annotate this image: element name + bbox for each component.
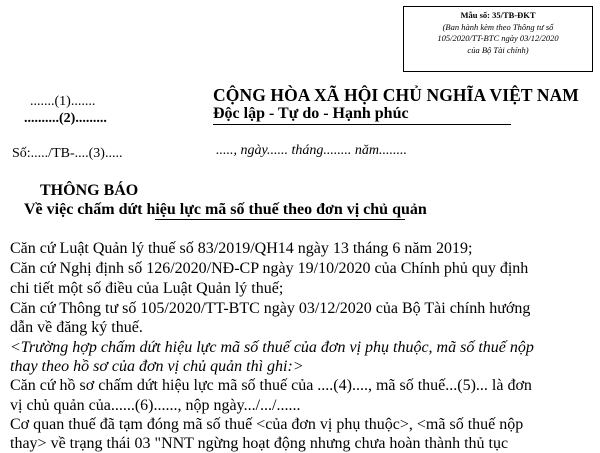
body-line: Căn cứ Nghị định số 126/2020/NĐ-CP ngày 19/10/2020 của Chính phủ quy định: [10, 260, 529, 277]
body-line: dẫn về đăng ký thuế.: [10, 319, 143, 336]
body-line: thay> về trạng thái 03 "NNT ngừng hoạt động nhưng chưa hoàn thành thủ tục: [10, 435, 509, 452]
body-line: chi tiết một số điều của Luật Quản lý thuế;: [10, 280, 284, 297]
form-code-box: [403, 6, 593, 72]
issuing-agency-placeholder: ..........(2).........: [24, 111, 107, 126]
form-note-line: 105/2020/TT-BTC ngày 03/12/2020: [437, 33, 559, 43]
motto-underline: [213, 124, 511, 125]
document-title: THÔNG BÁO: [40, 182, 139, 199]
national-title: CỘNG HÒA XÃ HỘI CHỦ NGHĨA VIỆT NAM: [213, 85, 579, 105]
document-subtitle: Về việc chấm dứt hiệu lực mã số thuế theo đơn vị chủ quản: [24, 201, 427, 218]
body-line: Căn cứ Thông tư số 105/2020/TT-BTC ngày 03/12/2020 của Bộ Tài chính hướng: [10, 300, 531, 317]
document-date: ....., ngày...... tháng........ năm........: [216, 143, 407, 158]
body-line-italic-note: <Trường hợp chấm dứt hiệu lực mã số thuế của đơn vị phụ thuộc, mã số thuế nộp: [10, 339, 534, 356]
body-line-italic-note: thay theo hồ sơ của đơn vị chủ quản thì ghi:>: [10, 358, 304, 375]
body-line: Căn cứ Luật Quản lý thuế số 83/2019/QH14 ngày 13 tháng 6 năm 2019;: [10, 240, 473, 257]
body-line: Căn cứ hồ sơ chấm dứt hiệu lực mã số thuế của ....(4)...., mã số thuế...(5)... là đơn: [10, 377, 532, 394]
body-line: vị chủ quản của......(6)......, nộp ngày.../.../......: [10, 397, 301, 414]
document-number: Số:...../TB-....(3).....: [12, 146, 123, 161]
form-note-line: (Ban hành kèm theo Thông tư số: [442, 21, 554, 32]
subtitle-underline: [155, 219, 405, 220]
parent-agency-placeholder: .......(1).......: [30, 94, 96, 109]
form-note-line: của Bộ Tài chính): [467, 44, 529, 55]
form-code: Mẫu số: 35/TB-ĐKT: [460, 10, 536, 20]
national-motto: Độc lập - Tự do - Hạnh phúc: [213, 105, 409, 122]
body-line: Cơ quan thuế đã tạm đóng mã số thuế <của đơn vị phụ thuộc>, <mã số thuế nộp: [10, 416, 524, 433]
